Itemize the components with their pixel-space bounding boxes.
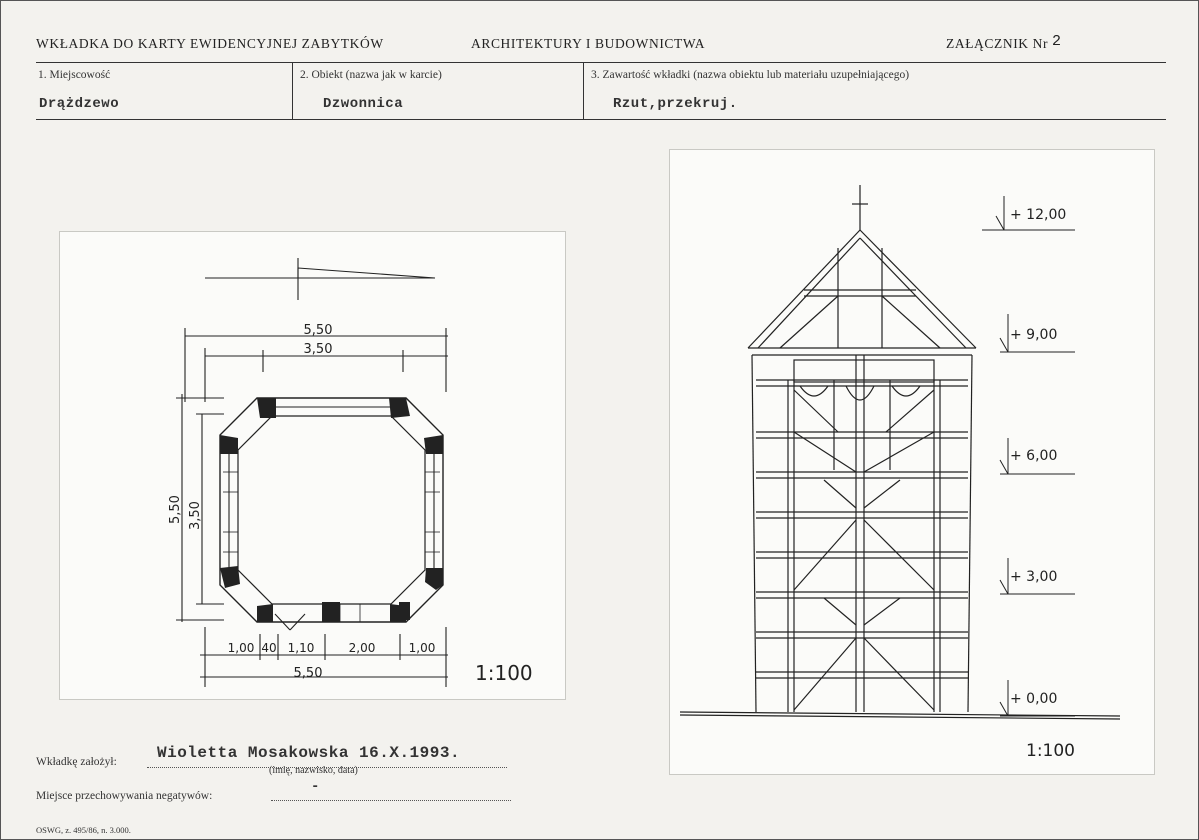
level-3: + 3,00 bbox=[1010, 569, 1058, 585]
plan-dim-top-outer: 5,50 bbox=[303, 323, 333, 338]
plan-dim-bottom-3: 1,10 bbox=[287, 641, 315, 655]
section-drawing bbox=[670, 150, 1154, 774]
card-title: WKŁADKA DO KARTY EWIDENCYJNEJ ZABYTKÓW bbox=[36, 36, 384, 51]
header-rule-top bbox=[36, 62, 1166, 63]
floor-plan-photo bbox=[59, 231, 566, 700]
object-label: 2. Obiekt (nazwa jak w karcie) bbox=[300, 69, 442, 81]
locality-label: 1. Miejscowość bbox=[38, 69, 111, 81]
object-value: Dzwonnica bbox=[323, 96, 404, 112]
author-value: Wioletta Mosakowska 16.X.1993. bbox=[157, 744, 461, 762]
plan-dim-top-inner: 3,50 bbox=[303, 342, 333, 357]
plan-dim-bottom-4: 2,00 bbox=[348, 641, 376, 655]
plan-dim-left-outer: 5,50 bbox=[168, 495, 183, 524]
author-label: Wkładkę założył: bbox=[36, 756, 117, 768]
header-rule-bottom bbox=[36, 119, 1166, 120]
attachment-label bbox=[946, 33, 1062, 53]
plan-dim-bottom-total: 5,50 bbox=[293, 666, 323, 681]
level-9: + 9,00 bbox=[1010, 327, 1058, 343]
attachment-label-text: ZAŁĄCZNIK Nr bbox=[946, 36, 1049, 51]
storage-line bbox=[271, 800, 511, 801]
plan-scale: 1:100 bbox=[475, 661, 533, 685]
plan-dim-left-inner: 3,50 bbox=[188, 501, 203, 530]
plan-dim-bottom-1: 1,00 bbox=[227, 641, 255, 655]
field-divider-2 bbox=[583, 63, 584, 119]
contents-label: 3. Zawartość wkładki (nazwa obiektu lub materiału uzupełniającego) bbox=[591, 69, 910, 81]
card-subtitle: ARCHITEKTURY I BUDOWNICTWA bbox=[471, 36, 706, 51]
field-divider-1 bbox=[292, 63, 293, 119]
author-hint: (imię, nazwisko, data) bbox=[269, 765, 358, 776]
contents-value: Rzut,przekruj. bbox=[613, 96, 738, 112]
plan-dim-bottom-5: 1,00 bbox=[408, 641, 436, 655]
plan-dim-bottom-2: 40 bbox=[261, 641, 277, 655]
attachment-number: 2 bbox=[1052, 33, 1062, 50]
floor-plan-drawing bbox=[60, 232, 565, 699]
level-6: + 6,00 bbox=[1010, 448, 1058, 464]
locality-value: Drążdzewo bbox=[39, 96, 120, 112]
level-0: + 0,00 bbox=[1010, 691, 1058, 707]
storage-label: Miejsce przechowywania negatywów: bbox=[36, 790, 213, 802]
level-12: + 12,00 bbox=[1010, 207, 1067, 223]
section-scale: 1:100 bbox=[1026, 741, 1075, 761]
print-info: OSWG, z. 495/86, n. 3.000. bbox=[36, 825, 131, 835]
storage-value: - bbox=[311, 779, 320, 795]
section-photo bbox=[669, 149, 1155, 775]
